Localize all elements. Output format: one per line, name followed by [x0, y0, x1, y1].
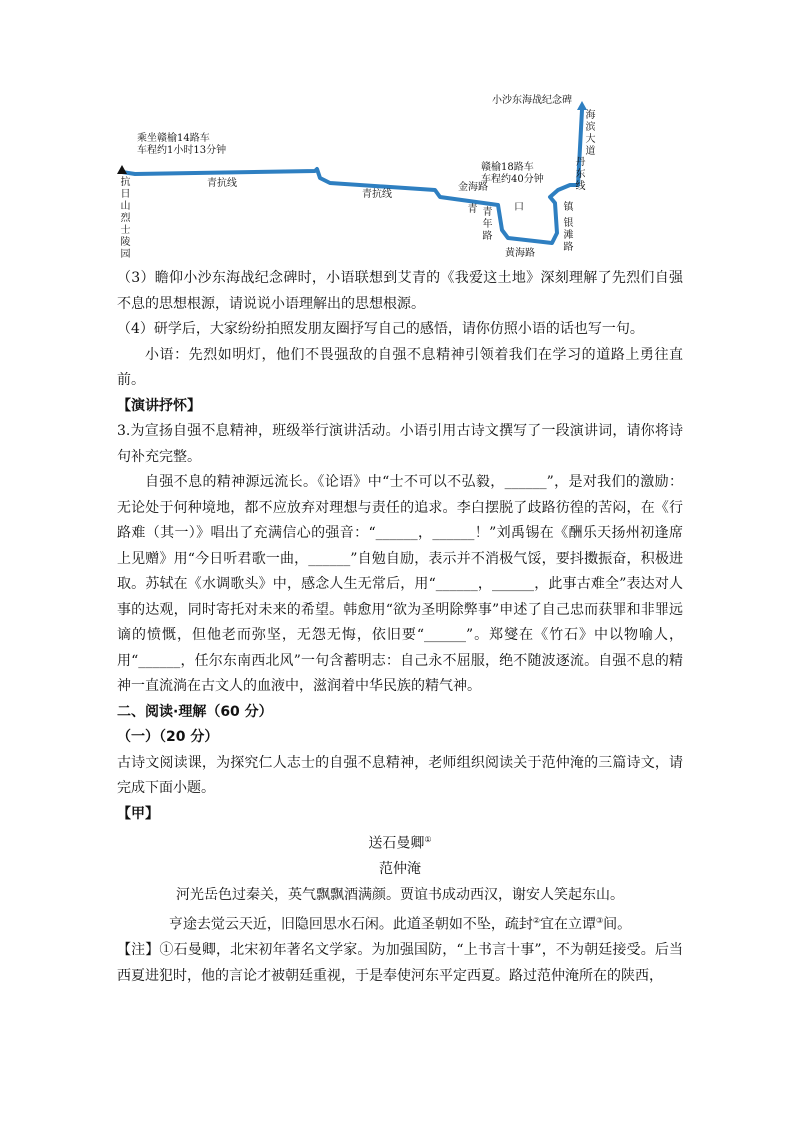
xiaoyu-example: 小语：先烈如明灯，他们不畏强敌的自强不息精神引领着我们在学习的道路上勇往直前。 — [117, 346, 683, 388]
poem-title-text: 送石曼卿 — [368, 835, 425, 852]
road-label-haibin: 海滨大道 — [585, 110, 596, 157]
end-marker-icon — [577, 101, 587, 110]
document-body — [117, 266, 683, 989]
town-label-qing: 青 — [467, 204, 478, 215]
start-marker-icon — [117, 165, 127, 174]
question-3: （3）瞻仰小沙东海战纪念碑时，小语联想到艾青的《我爱这土地》深刻理解了先烈们自强不息的思想根源，请说说小语理解出的思想根源。 — [117, 270, 683, 312]
poem-line-1: 河光岳色过秦关，英气飘飘酒满颜。贾谊书成动西汉，谢安人笑起东山。 — [176, 886, 624, 903]
road-label-dandong: 丹东线 — [575, 157, 586, 192]
road-label-huanghai: 黄海路 — [505, 248, 535, 259]
poem-note: 【注】①石曼卿，北宋初年著名文学家。为加强国防，“上书言十事”，不为朝廷接受。后当西夏进犯时，他的言论才被朝廷重视，于是奉使河东平定西夏。路过范仲淹所在的陕西， — [117, 942, 683, 984]
bus18-label-line1: 赣榆18路车 — [481, 162, 534, 173]
kou-label: 口 — [514, 202, 524, 213]
bus18-label-line2: 车程约40分钟 — [481, 174, 544, 185]
speech-text: 自强不息的精神源远流长。《论语》中“士不可以不弘毅，______”，是对我们的激励：无论处于何种境地，都不应放弃对理想与责任的追求。李白摆脱了歧路彷徨的苦闷，在《行路难（其一）》唱出了充满信心的强音：“______，______！”刘禹锡在《酬乐天扬州初逢席上见赠》用“今日听君歌一曲，______”自勉自励，表示并不消极气馁，要抖擞振奋，积极进取。苏轼在《水调歌头》中，感念人生无常后，用“______，______，此事古难全”表达对人事的达观，同时寄托对未来的希望。韩愈用“欲为圣明除弊事”申述了自己忠而获罪和非罪远谪的愤慨，但他老而弥坚，无怨无悔，依旧要“______”。郑燮在《竹石》中以物喻人，用“______，任尔东南西北风”一句含蓄明志：自己永不屈服，绝不随波逐流。自强不息的精神一直流淌在古文人的血液中，滋润着中华民族的精气神。 — [117, 474, 683, 694]
note-mark-2: ② — [532, 916, 540, 926]
bus14-label-line2: 车程约1小时13分钟 — [137, 145, 227, 156]
note-mark-3: ③ — [596, 916, 604, 926]
bus14-label-line1: 乘坐赣榆14路车 — [137, 133, 210, 144]
road-label-yintan: 银滩路 — [563, 218, 574, 253]
question-4: （4）研学后，大家纷纷拍照发朋友圈抒写自己的感悟，请你仿照小语的话也写一句。 — [117, 321, 644, 337]
reading-intro: 古诗文阅读课，为探究仁人志士的自强不息精神，老师组织阅读关于范仲淹的三篇诗文，请完成下面小题。 — [117, 754, 683, 796]
road-label-qingkang-1: 青抗线 — [207, 178, 237, 189]
section-speech-heading: 【演讲抒怀】 — [117, 397, 201, 414]
end-label: 小沙东海战纪念碑 — [492, 95, 572, 106]
poem-line-2-part-b: 宜在立谭 — [540, 916, 596, 933]
part-1-heading: （一）（20 分） — [117, 729, 219, 745]
road-label-qingkang-2: 青抗线 — [362, 189, 392, 200]
poem-line-2-part-a: 亨途去觉云天近，旧隐回思水石闲。此道圣朝如不坠，疏封 — [168, 916, 533, 933]
section-2-heading: 二、阅读·理解（60 分） — [117, 703, 273, 720]
poem-title — [117, 827, 683, 857]
poem-author: 范仲淹 — [379, 861, 421, 878]
poem-line-2-part-c: 间。 — [603, 916, 632, 933]
start-label: 抗日山烈士陵园 — [120, 177, 131, 260]
road-label-jinhai: 金海路 — [458, 182, 488, 193]
road-label-qingnian: 青年路 — [482, 207, 493, 242]
question-speech: 3.为宣扬自强不息精神，班级举行演讲活动。小语引用古诗文撰写了一段演讲词，请你将诗句补充完整。 — [117, 423, 683, 465]
town-label-zhen: 镇 — [563, 202, 574, 213]
poem-title-note-mark: ① — [424, 835, 432, 844]
poem-line-2 — [117, 908, 683, 938]
jia-heading: 【甲】 — [117, 805, 159, 822]
route-map — [100, 85, 620, 265]
